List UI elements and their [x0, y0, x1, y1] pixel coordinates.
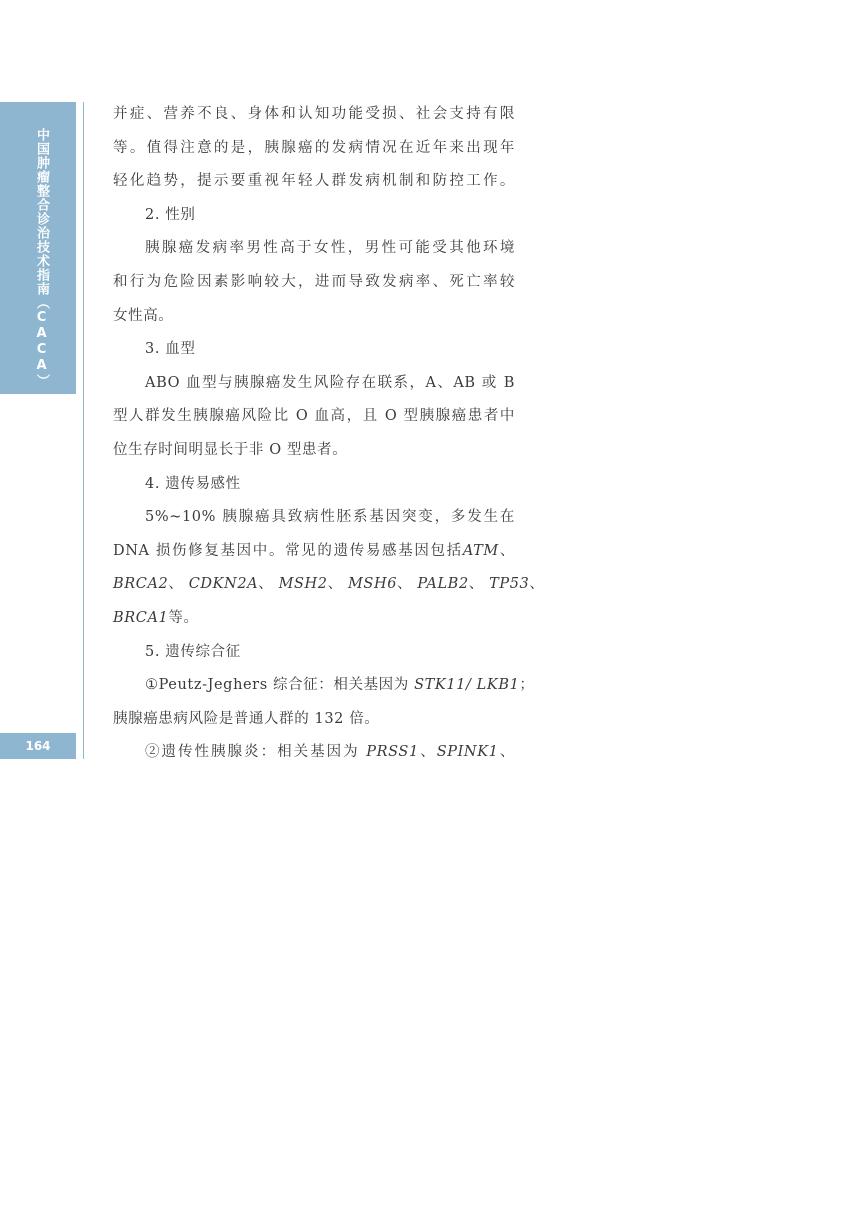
separator: 、	[397, 576, 413, 593]
section-heading: 4. 遗传易感性	[145, 475, 241, 492]
text-line: 等。值得注意的是，胰腺癌的发病情况在近年来出现年	[113, 139, 515, 156]
gene-name: CDKN2A	[188, 576, 259, 593]
text-line: 胰腺癌患病风险是普通人群的 132 倍。	[113, 710, 380, 727]
text-line: 女性高。	[113, 307, 174, 324]
separator: 、	[168, 576, 184, 593]
separator: 、	[498, 744, 515, 761]
text-line	[113, 669, 535, 703]
gene-name: BRCA1	[113, 609, 169, 626]
text-line	[113, 602, 515, 636]
section-heading: 5. 遗传综合征	[145, 643, 241, 660]
gene-name: STK11/ LKB1	[414, 677, 520, 694]
gene-name: MSH2	[278, 576, 328, 593]
separator: 、	[418, 744, 437, 761]
separator: ；	[519, 677, 535, 694]
text-line: 位生存时间明显长于非 O 型患者。	[113, 441, 348, 458]
text-span: ②遗传性胰腺炎：相关基因为	[145, 744, 360, 761]
text-line: 5%~10% 胰腺癌具致病性胚系基因突变，多发生在	[145, 509, 515, 526]
separator: 、	[529, 576, 545, 593]
margin-divider	[83, 102, 84, 759]
section-heading: 2. 性别	[145, 206, 196, 223]
book-title: 中国肿瘤整合诊治技术指南（CACA）	[34, 128, 49, 388]
text-span: ①Peutz-Jeghers 综合征：相关基因为	[145, 677, 409, 694]
gene-name: PRSS1	[366, 744, 419, 761]
separator: 、	[327, 576, 343, 593]
separator: 、	[258, 576, 274, 593]
text-line: 和行为危险因素影响较大，进而导致发病率、死亡率较	[113, 273, 515, 290]
text-line: 型人群发生胰腺癌风险比 O 血高，且 O 型胰腺癌患者中	[113, 408, 515, 425]
text-line: ABO 血型与胰腺癌发生风险存在联系，A、AB 或 B	[145, 374, 515, 391]
page-number: 164	[0, 733, 76, 759]
separator: 、	[498, 542, 515, 559]
gene-name: SPINK1	[436, 744, 499, 761]
gene-name: BRCA2	[113, 576, 169, 593]
gene-name: MSH6	[347, 576, 398, 593]
text-line: 并症、营养不良、身体和认知功能受损、社会支持有限	[113, 106, 515, 122]
text-line	[113, 736, 515, 770]
text-span: DNA 损伤修复基因中。常见的遗传易感基因包括	[113, 542, 463, 559]
gene-name: PALB2	[417, 576, 469, 593]
section-heading: 3. 血型	[145, 341, 196, 358]
text-line: 胰腺癌发病率男性高于女性，男性可能受其他环境	[145, 240, 515, 257]
gene-name: TP53	[489, 576, 530, 593]
text-line	[113, 535, 515, 569]
body-text	[113, 98, 545, 770]
text-line	[113, 568, 545, 602]
text-span: 等。	[168, 609, 199, 626]
separator: 、	[468, 576, 484, 593]
text-line: 轻化趋势，提示要重视年轻人群发病机制和防控工作。	[113, 173, 515, 190]
gene-name: ATM	[462, 542, 499, 559]
